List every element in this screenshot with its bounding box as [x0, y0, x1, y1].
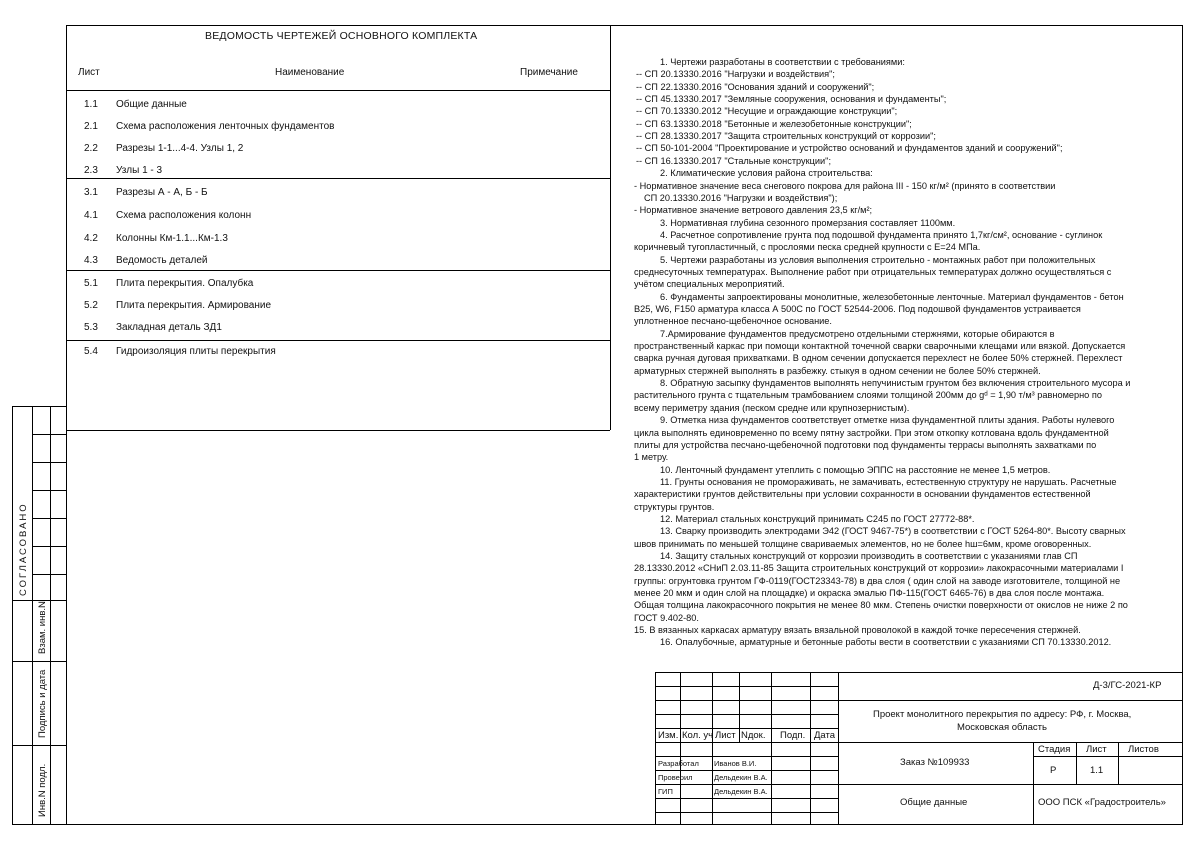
tb-stage-label: Стадия: [1038, 744, 1071, 755]
note-line: 8. Обратную засыпку фундаментов выполнять непучинистым грунтом без включения строительного мусора и: [660, 378, 1131, 389]
title-block-divider: [838, 672, 839, 825]
tb-col: [1076, 742, 1077, 784]
side-strip-line: [32, 546, 66, 547]
title-block-left: [655, 672, 656, 825]
drawing-num: 5.1: [84, 278, 98, 289]
title-block-top: [655, 672, 1183, 673]
drawing-name: Разрезы А - А, Б - Б: [116, 187, 208, 198]
tb-col: [712, 672, 713, 825]
tb-col: [680, 672, 681, 825]
sign-date-label: Подпись и дата: [37, 669, 48, 738]
note-line: 1. Чертежи разработаны в соответствии с требованиями:: [660, 57, 905, 67]
side-strip-divider: [32, 406, 33, 825]
tb-row: [838, 742, 1183, 743]
note-line: 10. Ленточный фундамент утеплить с помощью ЭППС на расстояние не менее 1,5 метров.: [660, 464, 1051, 475]
note-line: -- СП 22.13330.2016 "Основания зданий и сооружений";: [636, 81, 875, 92]
drawing-num: 1.1: [84, 99, 98, 110]
drawing-name: Разрезы 1-1...4-4. Узлы 1, 2: [116, 143, 244, 154]
tb-col-date: Дата: [814, 730, 836, 741]
note-line: учётом специальных мероприятий.: [634, 279, 785, 290]
note-line: -- СП 16.13330.2017 "Стальные конструкции";: [636, 155, 831, 166]
tb-row: [655, 784, 838, 785]
tb-col: [771, 672, 772, 825]
side-strip-top: [12, 406, 66, 407]
tb-row: [655, 700, 838, 701]
tb-document-code: Д-3/ГС-2021-КР: [1093, 680, 1162, 691]
drawing-name: Схема расположения ленточных фундаментов: [116, 121, 335, 132]
tb-project-line1: Проект монолитного перекрытия по адресу: РФ, г. Москва,: [873, 709, 1132, 720]
tb-organization: ООО ПСК «Градостроитель»: [1038, 797, 1166, 808]
drawing-num: 4.2: [84, 233, 98, 244]
drawing-num: 3.1: [84, 187, 98, 198]
tb-col-izm: Изм.: [658, 730, 679, 741]
drawing-name: Гидроизоляция плиты перекрытия: [116, 346, 276, 357]
tb-row: [655, 714, 838, 715]
note-line: 3. Нормативная глубина сезонного промерзания составляет 1100мм.: [660, 217, 956, 228]
side-strip-line: [32, 462, 66, 463]
header-underline: [66, 90, 610, 91]
note-line: группы: огрунтовка грунтом ГФ-0119(ГОСТ23343-78) в два слоя ( один слой на заводе изготовителе, толщиной не: [634, 575, 1121, 586]
side-strip-line: [12, 745, 66, 746]
side-strip-line: [32, 518, 66, 519]
inv-replace-label: Взам. инв.N: [37, 601, 48, 654]
note-line: сварка ручная дуговая прихватками. В одном сечении допускается перехлест не более 50% стержней. Перехлест: [634, 353, 1123, 364]
drawing-num: 5.4: [84, 346, 98, 357]
tb-sheet-value: 1.1: [1090, 765, 1104, 776]
note-line: ГОСТ 9.402-80.: [634, 612, 699, 623]
note-line: 11. Грунты основания не промораживать, не замачивать, естественную структуру не нарушать. Расчетные: [660, 476, 1117, 487]
side-strip-bottom: [12, 824, 66, 825]
drawing-name: Узлы 1 - 3: [116, 165, 163, 176]
side-strip-line: [12, 661, 66, 662]
tb-col-list: Лист: [715, 730, 736, 741]
tb-person: Дельдекин В.А.: [714, 773, 768, 782]
drawing-name: Общие данные: [116, 99, 187, 110]
tb-row: [838, 700, 1183, 701]
section-separator: [66, 340, 610, 341]
tb-row: [655, 686, 838, 687]
side-strip-left-border: [12, 406, 13, 825]
drawing-name: Схема расположения колонн: [116, 210, 252, 221]
note-line: 15. В вязанных каркасах арматуру вязать вязальной проволокой в каждой точке пересечения стержней.: [634, 625, 1081, 636]
tb-col-sign: Подп.: [780, 730, 806, 741]
tb-role: Разработал: [658, 759, 699, 768]
note-line: 7.Армирование фундаментов предусмотрено отдельными стержнями, которые обираются в: [660, 328, 1055, 339]
tb-col-doc: Nдок.: [741, 730, 766, 741]
note-line: характеристики грунтов действительны при условии сохранности в основании фундаментов естественной: [634, 489, 1091, 500]
inv-orig-label: Инв.N подл.: [37, 763, 48, 817]
col-note-header: Примечание: [520, 67, 578, 78]
drawing-num: 4.1: [84, 210, 98, 221]
list-right-border: [610, 25, 611, 430]
side-strip-divider: [50, 406, 51, 825]
drawing-name: Ведомость деталей: [116, 255, 208, 266]
tb-sheet-label: Лист: [1086, 744, 1107, 755]
section-separator: [66, 270, 610, 271]
tb-row: [1033, 756, 1183, 757]
tb-role: ГИП: [658, 787, 673, 796]
side-strip-line: [32, 434, 66, 435]
note-line: -- СП 63.13330.2018 "Бетонные и железобетонные конструкции";: [636, 118, 912, 129]
note-line: СП 20.13330.2016 "Нагрузки и воздействия");: [644, 192, 838, 203]
note-line: 14. Защиту стальных конструкций от коррозии производить в соответствии с указаниями глав СП: [660, 551, 1078, 561]
drawing-list-title: ВЕДОМОСТЬ ЧЕРТЕЖЕЙ ОСНОВНОГО КОМПЛЕКТА: [205, 30, 478, 42]
tb-row: [655, 798, 838, 799]
section-separator: [66, 178, 610, 179]
note-line: цикла выполнять единовременно по всему пятну застройки. При этом откопку котлована вдоль фундаментной: [634, 427, 1109, 438]
note-line: среднесуточных температурах. Выполнение работ при отрицательных температурах должно осуществляться с: [634, 266, 1112, 277]
note-line: 5. Чертежи разработаны из условия выполнения строительно - монтажных работ при положительных: [660, 254, 1096, 265]
note-line: Общая толщина лакокрасочного покрытия не менее 80 мкм. Степень очистки поверхности от окислов не ниже 2 по: [634, 600, 1128, 611]
note-line: -- СП 45.13330.2017 "Земляные сооружения, основания и фундаменты";: [636, 94, 947, 105]
note-line: -- СП 50-101-2004 "Проектирование и устройство оснований и фундаментов зданий и сооружений";: [636, 143, 1063, 154]
note-line: 2. Климатические условия района строительства:: [660, 168, 873, 179]
note-line: менее 20 мкм и один слой на площадке) и окраска эмалью ПФ-115(ГОСТ 6465-76) в два слоя после монтажа.: [634, 588, 1105, 599]
note-line: 9. Отметка низа фундаментов соответствует отметке низа фундаментной плиты здания. Работы нулевого: [660, 415, 1115, 426]
note-line: 1 метру.: [634, 452, 669, 463]
list-bottom-border: [66, 430, 610, 431]
tb-row: [655, 812, 838, 813]
drawing-name: Колонны Км-1.1...Км-1.3: [116, 233, 228, 244]
note-line: -- СП 70.13330.2012 "Несущие и ограждающие конструкции";: [636, 106, 898, 117]
tb-row: [655, 742, 838, 743]
note-line: арматурных стержней выполнять в разбежку. стыкуя в одном сечении не более 50% стержней.: [634, 365, 1041, 376]
tb-row: [655, 770, 838, 771]
note-line: -- СП 28.13330.2017 "Защита строительных конструкций от коррозии";: [636, 131, 936, 142]
tb-stage-value: Р: [1050, 765, 1057, 776]
note-line: - Нормативное значение ветрового давления 23,5 кг/м²;: [634, 205, 873, 216]
note-line: уплотненное песчано-щебеночное основание.: [634, 316, 832, 327]
note-line: - Нормативное значение веса снегового покрова для района III - 150 кг/м² (принято в соответствии: [634, 180, 1056, 191]
note-line: 12. Материал стальных конструкций принимать С245 по ГОСТ 27772-88*.: [660, 513, 975, 524]
drawing-name: Плита перекрытия. Опалубка: [116, 278, 254, 289]
note-line: B25, W6, F150 арматура класса А 500С по ГОСТ 52544-2006. Под подошвой фундаментов устраивается: [634, 304, 1081, 314]
note-line: коричневый тугопластичный, с прослоями песка средней крупности с Е=24 МПа.: [634, 242, 981, 253]
tb-project-line2: Московская область: [957, 722, 1047, 733]
note-line: 6. Фундаменты запроектированы монолитные, железобетонные ленточные. Материал фундаментов - бетон: [660, 291, 1124, 302]
tb-col: [739, 672, 740, 742]
note-line: -- СП 20.13330.2016 "Нагрузки и воздействия";: [636, 69, 835, 80]
note-line: 13. Сварку производить электродами Э42 (ГОСТ 9467-75*) в соответствии с ГОСТ 5264-80*. Высоту сварных: [660, 526, 1126, 537]
drawing-name: Плита перекрытия. Армирование: [116, 300, 272, 311]
drawing-num: 2.3: [84, 165, 98, 176]
drawing-num: 4.3: [84, 255, 98, 266]
tb-col: [1033, 742, 1034, 825]
drawing-num: 5.3: [84, 322, 98, 333]
side-strip-line: [32, 574, 66, 575]
drawing-num: 5.2: [84, 300, 98, 311]
tb-sheets-label: Листов: [1128, 744, 1159, 755]
drawing-num: 2.1: [84, 121, 98, 132]
drawing-name: Закладная деталь ЗД1: [116, 322, 222, 333]
approved-label: СОГЛАСОВАНО: [18, 502, 29, 596]
note-line: всему периметру здания (песком средне или крупнозернистым).: [634, 402, 910, 413]
side-strip-line: [32, 490, 66, 491]
tb-col-kol: Кол. уч: [682, 730, 714, 741]
note-line: структуры грунтов.: [634, 501, 715, 512]
tb-row: [655, 728, 838, 729]
tb-person: Иванов В.И.: [714, 759, 757, 768]
tb-col: [1118, 742, 1119, 784]
tb-row: [838, 784, 1183, 785]
note-line: 4. Расчетное сопротивление грунта под подошвой фундамента принято 1,7кг/см², основание - суглинок: [660, 229, 1103, 240]
col-name-header: Наименование: [275, 67, 345, 78]
note-line: пространственный каркас при помощи контактной точечной сварки сварочными клещами или вязкой. Допускается: [634, 341, 1126, 352]
tb-row: [655, 756, 838, 757]
tb-role: Проверил: [658, 773, 693, 782]
tb-sheet-title: Общие данные: [900, 797, 968, 808]
note-line: швов принимать по меньшей толщине свариваемых элементов, но не более hш=6мм, кроме оговоренных.: [634, 538, 1092, 549]
note-line: плиты для устройства песчано-щебеночной подготовки под фундаменты террасы выполнять захватками по: [634, 439, 1097, 450]
col-sheet-header: Лист: [78, 67, 100, 78]
tb-order: Заказ №109933: [900, 757, 970, 768]
note-line: растительного грунта с тщательным трамбованием слоями толщиной 200мм до gᵈ = 1,90 т/м³ равномерно по: [634, 390, 1102, 401]
note-line: 28.13330.2012 «СНиП 2.03.11-85 Защита строительных конструкций от коррозии» лакокрасочными материалами I: [634, 563, 1124, 574]
note-line: 16. Опалубочные, арматурные и бетонные работы вести в соответствии с указаниями СП 70.13330.2012.: [660, 637, 1112, 648]
tb-col: [810, 672, 811, 825]
drawing-num: 2.2: [84, 143, 98, 154]
tb-person: Дельдекин В.А.: [714, 787, 768, 796]
